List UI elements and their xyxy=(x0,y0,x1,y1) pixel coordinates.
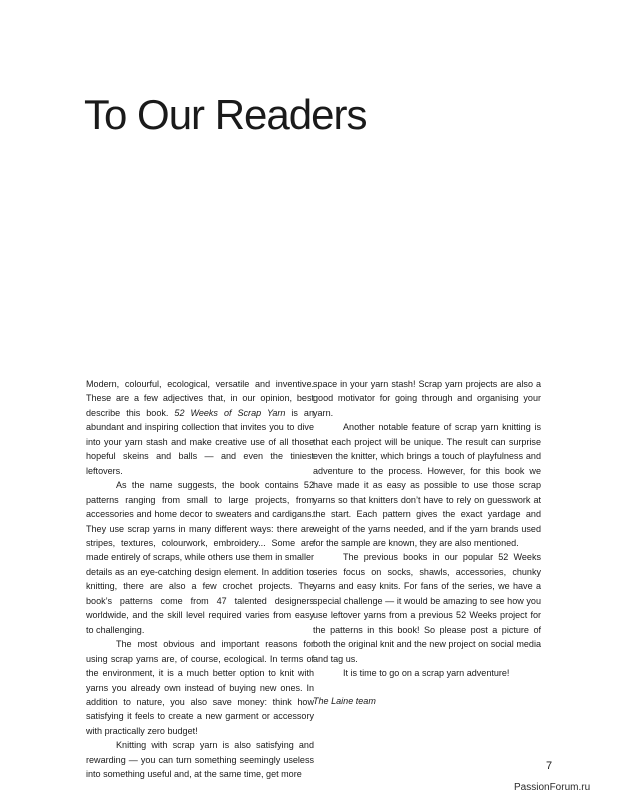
paragraph-series: The previous books in our popular 52 Weeks series focus on socks, shawls, accessories, chunky yarns and easy knits. For fans of the series, we have a special challenge — it would be amazing to see how you use leftover yarns from a previous 52 Weeks project for the patterns in this book! So please post a picture of both the original knit and the new project on social media and tag us. xyxy=(313,552,541,664)
right-text-column xyxy=(313,377,541,708)
paragraph-name-suggests: As the name suggests, the book contains 52 patterns ranging from small to large projects, from accessories and home decor to sweaters and cardigans. They use scrap yarns in many different ways: there are stripes, textures, colourwork, embroidery... Some are made entirely of scraps, while others use them in smaller details as an eye-catching design element. In addition to knitting, there are also a few crochet projects. The book’s patterns come from 47 talented designers worldwide, and the skill level required varies from easy to challenging. xyxy=(86,480,314,635)
paragraph-continued: space in your yarn stash! Scrap yarn projects are also a good motivator for going through and organising your yarn. xyxy=(313,379,541,418)
book-title-italic: 52 Weeks of Scrap Yarn xyxy=(174,407,286,418)
watermark-text: PassionForum.ru xyxy=(514,782,591,793)
paragraph-unique: Another notable feature of scrap yarn knitting is that each project will be unique. The result can surprise even the knitter, which brings a touch of playfulness and adventure to the process. However, for this book we have made it as easy as possible to use those scrap yarns so that knitters don’t have to rely on guesswork at the start. Each pattern gives the exact yardage and weight of the yarns needed, and if the yarn brands used for the sample are known, they are also mentioned. xyxy=(313,422,541,548)
page-title: To Our Readers xyxy=(84,91,367,138)
signature: The Laine team xyxy=(313,695,376,706)
intro-text-continued: is an abundant and inspiring collection that invites you to dive into your yarn stash and make creative use of all those hopeful skeins and balls — and even the tiniest leftovers. xyxy=(86,407,314,476)
paragraph-adventure: It is time to go on a scrap yarn adventure! xyxy=(343,668,510,679)
left-text-column xyxy=(86,377,314,782)
page-number: 7 xyxy=(546,760,553,772)
paragraph-reasons: The most obvious and important reasons for using scrap yarns are, of course, ecological. In terms of the environment, it is a much better option to knit with yarns you already own instead of buying new ones. In addition to nature, you also save money: think how satisfying it feels to create a new garment or accessory with practically zero budget! xyxy=(86,639,314,736)
intro-text: Modern, colourful, ecological, versatile and inventive. These are a few adjectives that, in our opinion, best describe this book. xyxy=(86,379,314,418)
intro-paragraph xyxy=(86,377,314,478)
paragraph-satisfying: Knitting with scrap yarn is also satisfying and rewarding — you can turn something seemingly useless into something useful and, at the same time, get more xyxy=(86,740,314,780)
